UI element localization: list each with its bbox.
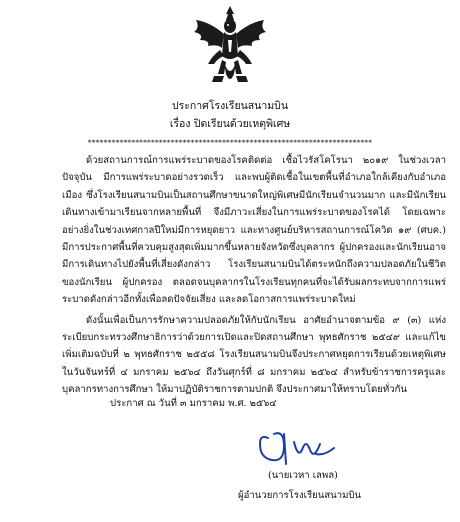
signer-position: ผู้อำนวยการโรงเรียนสนามบิน bbox=[238, 490, 362, 501]
garuda-emblem bbox=[190, 4, 270, 90]
announcement-body bbox=[62, 152, 446, 399]
announcement-date: ประกาศ ณ วันที่ ๓ มกราคม พ.ศ. ๒๕๖๔ bbox=[110, 398, 277, 409]
signer-name: (นายเวหา เลพล) bbox=[268, 470, 338, 481]
paragraph-1: ด้วยสถานการณ์การแพร่ระบาดของโรคติดต่อ เชื้อไวรัสโคโรนา ๒๐๑๙ ในช่วงเวลาปัจจุบัน มีการแพร่ระบาดอย่างรวดเร็ว และพบผู้ติดเชื้อในเขตพื้นที่อำเภอใกล้เคียงกับอำเภอเมือง ซึ่งโรงเรียนสนามบินเป็นสถานศึกษาขนาดใหญ่พิเศษมีนักเรียนจำนวนมาก และมีนักเรียนเดินทางเข้ามาเรียนจากหลายพื้นที่ จึงมีภาวะเสี่ยงในการแพร่ระบาดของโรคได้ โดยเฉพาะอย่างยิ่งในช่วงเทศกาลปีใหม่มีการหยุดยาว และทางศูนย์บริหารสถานการณ์โควิด ๑๙ (ศบค.) มีการประกาศพื้นที่ควบคุมสูงสุดเพิ่มมากขึ้นหลายจังหวัดซึ่งบุคลากร ผู้ปกครองและนักเรียนอาจมีการเดินทางไปยังพื้นที่เสี่ยงดังกล่าว โรงเรียนสนามบินได้ตระหนักถึงความปลอดภัยในชีวิตของนักเรียน ผู้ปกครอง ตลอดจนบุคลากรในโรงเรียนทุกคนที่จะได้รับผลกระทบจากการแพร่ระบาดดังกล่าวอีกทั้งเพื่อลดปัจจัยเสี่ยง และลดโอกาสการแพร่ระบาดใหม่ bbox=[62, 155, 446, 306]
announcement-title: ประกาศโรงเรียนสนามบิน bbox=[171, 100, 289, 112]
divider-asterisks: ************************************************************************ bbox=[87, 138, 373, 147]
paragraph-2: ดังนั้นเพื่อเป็นการรักษาความปลอดภัยให้กับนักเรียน อาศัยอำนาจตามข้อ ๙ (๓) แห่งระเบียบกระทรวงศึกษาธิการว่าด้วยการเปิดและปิดสถานศึกษา พุทธศักราช ๒๕๔๙ และแก้ไขเพิ่มเติมฉบับที่ ๒ พุทธศักราช ๒๕๕๘ โรงเรียนสนามบินจึงประกาศหยุดการเรียนด้วยเหตุพิเศษในวันจันทร์ที่ ๔ มกราคม ๒๕๖๔ ถึงวันศุกร์ที่ ๘ มกราคม ๒๕๖๔ สำหรับข้าราชการครูและบุคลากรทางการศึกษา ให้มาปฏิบัติราชการตามปกติ จึงประกาศมาให้ทราบโดยทั่วกัน bbox=[62, 314, 446, 396]
announcement-subject: เรื่อง ปิดเรียนด้วยเหตุพิเศษ bbox=[169, 118, 291, 130]
handwritten-signature bbox=[250, 424, 340, 470]
